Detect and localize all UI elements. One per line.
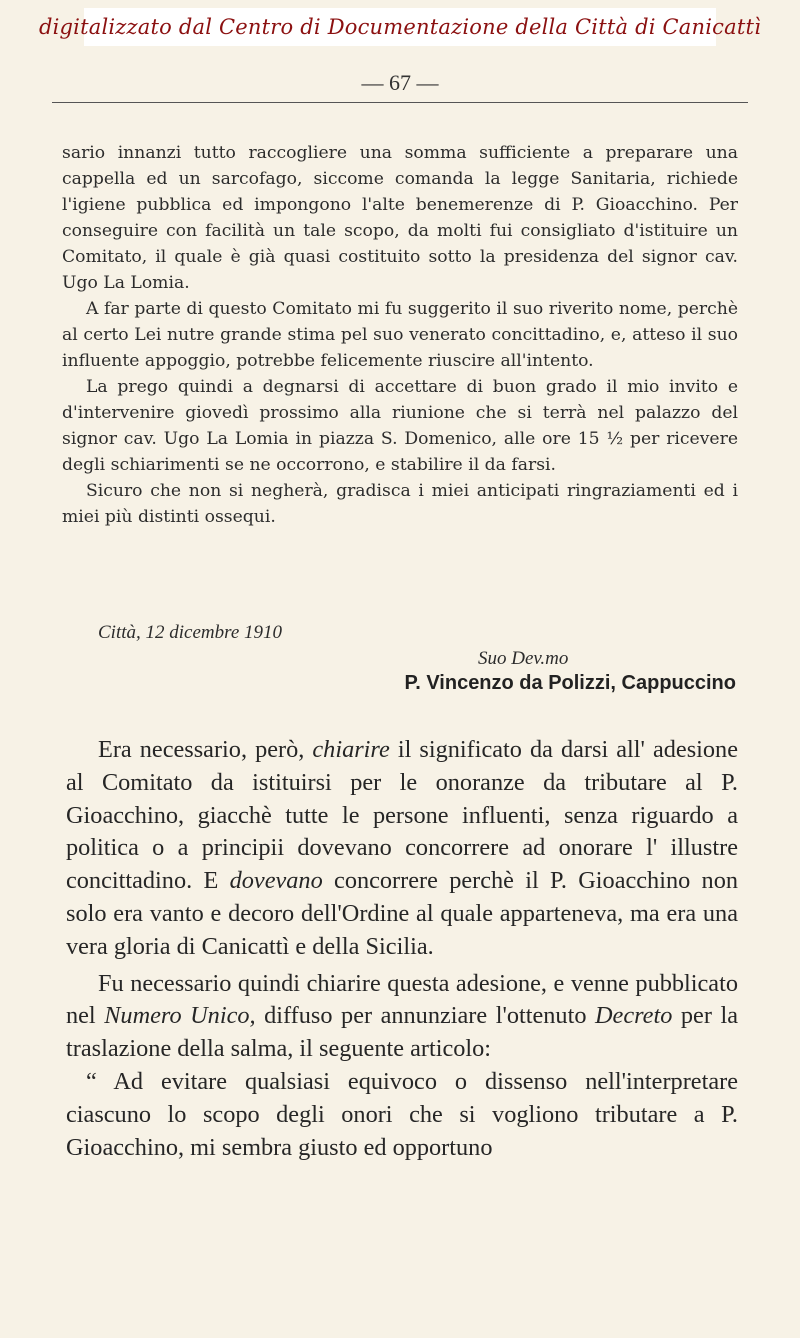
letter-text bbox=[62, 140, 738, 530]
text-run: Era necessario, però, bbox=[98, 736, 313, 763]
watermark-text: digitalizzato dal Centro di Documentazione della Città di Canicattì bbox=[38, 15, 762, 39]
italic-run: Decreto bbox=[595, 1002, 673, 1030]
letter-paragraph: A far parte di questo Comitato mi fu suggerito il suo riverito nome, perchè al certo Lei nutre grande stima pel suo venerato concittadino, e, atteso il suo influente appoggio, potrebbe felicemente riuscire all'intento. bbox=[62, 299, 738, 371]
text-run: diffuso per annunziare l'ottenuto bbox=[255, 1002, 595, 1030]
text-run: per la traslazione della salma, il seguente articolo: bbox=[66, 1002, 738, 1063]
letter-date: Città, 12 dicembre 1910 bbox=[98, 622, 282, 643]
letter-paragraph: La prego quindi a degnarsi di accettare di buon grado il mio invito e d'intervenire giovedì prossimo alla riunione che si terrà nel palazzo del signor cav. Ugo La Lomia in piazza S. Domenico, alle ore 15 ½ per ricevere degli schiarimenti se ne occorrono, e stabilire il da farsi. bbox=[62, 377, 738, 475]
narrative-paragraph bbox=[66, 968, 738, 1066]
italic-run: dovevano bbox=[229, 867, 323, 895]
text-run: Fu necessario quindi chiarire questa adesione, e venne pubblicato nel bbox=[66, 969, 738, 1030]
italic-run: chiarire bbox=[312, 736, 390, 763]
letter-signature: P. Vincenzo da Polizzi, Cappuccino bbox=[404, 672, 736, 694]
quoted-article: “ Ad evitare qualsiasi equivoco o dissenso nell'interpretare ciascuno lo scopo degli onori che si vogliono tributare a P. Gioacchino, mi sembra giusto ed opportuno bbox=[66, 1067, 738, 1161]
header-rule bbox=[52, 102, 748, 103]
italic-run: Numero Unico, bbox=[104, 1002, 256, 1030]
text-run: il significato da darsi all' adesione al Comitato da istituirsi per le onoranze da tributare al P. Gioacchino, giacchè tutte le persone influenti, senza riguardo a politica o a principii dovevano concorrere ad onorare l' illustre concittadino. E bbox=[66, 736, 738, 895]
letter-paragraph: Sicuro che non si negherà, gradisca i miei anticipati ringraziamenti ed i miei più distinti ossequi. bbox=[62, 481, 738, 527]
page-number: — 67 — bbox=[361, 70, 439, 95]
narrative-text bbox=[66, 734, 738, 1164]
narrative-paragraph bbox=[66, 734, 738, 964]
letter-closing: Suo Dev.mo bbox=[478, 648, 569, 669]
text-run: concorrere perchè il P. Gioacchino non solo era vanto e decoro dell'Ordine al quale apparteneva, ma era una vera gloria di Canicattì e della Sicilia. bbox=[66, 867, 738, 960]
digitization-watermark bbox=[38, 8, 762, 46]
letter-paragraph: sario innanzi tutto raccogliere una somma sufficiente a preparare una cappella ed un sarcofago, siccome comanda la legge Sanitaria, richiede l'igiene pubblica ed impongono l'alte benemerenze di P. Gioacchino. Per conseguire con facilità un tale scopo, da molti fui consigliato d'istituire un Comitato, il quale è già quasi costituito sotto la presidenza del signor cav. Ugo La Lomia. bbox=[62, 143, 738, 293]
